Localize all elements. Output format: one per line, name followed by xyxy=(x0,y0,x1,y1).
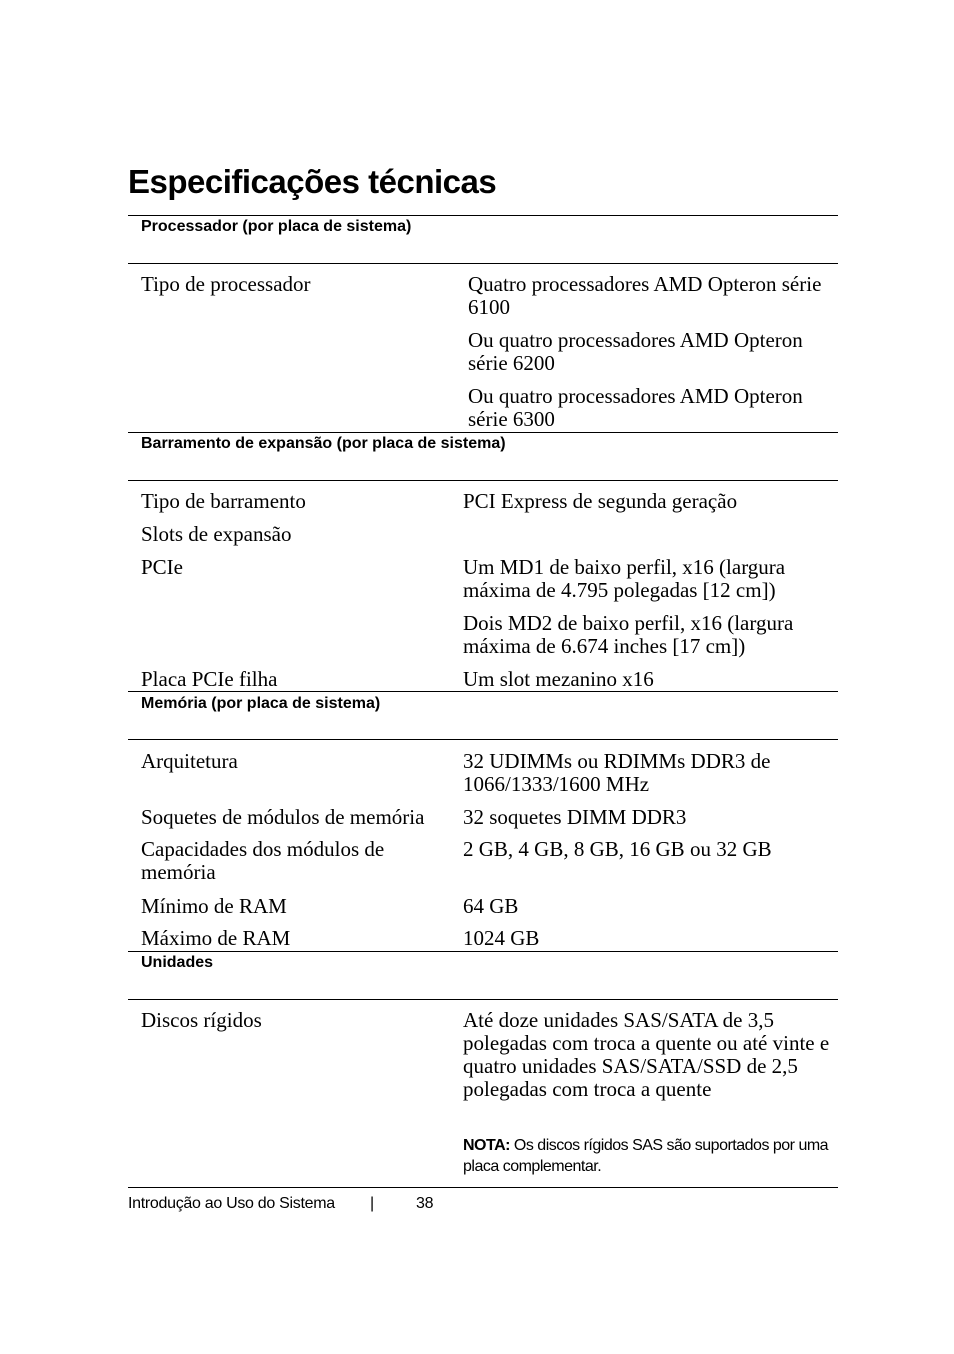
spec-label: Arquitetura xyxy=(141,749,238,773)
spec-value: Dois MD2 de baixo perfil, x16 (largura máxima de 6.674 inches [17 cm]) xyxy=(463,611,794,658)
spec-value: 1024 GB xyxy=(463,926,540,950)
spec-value: 64 GB xyxy=(463,894,519,918)
section-heading-memory: Memória (por placa de sistema) xyxy=(141,695,381,712)
spec-label: Soquetes de módulos de memória xyxy=(141,805,425,829)
spec-value: Quatro processadores AMD Opteron série 6100 xyxy=(468,272,822,319)
spec-label: Slots de expansão xyxy=(141,522,292,546)
section-top-rule xyxy=(128,215,838,216)
spec-value: 32 UDIMMs ou RDIMMs DDR3 de 1066/1333/1600 MHz xyxy=(463,749,771,796)
spec-label: Tipo de barramento xyxy=(141,489,306,513)
spec-value: Um slot mezanino x16 xyxy=(463,667,654,691)
section-header-rule xyxy=(128,739,838,740)
spec-label: Discos rígidos xyxy=(141,1008,262,1032)
page-title: Especificações técnicas xyxy=(128,163,497,200)
spec-label: Tipo de processador xyxy=(141,272,311,296)
spec-label: Placa PCIe filha xyxy=(141,667,278,691)
spec-value: 2 GB, 4 GB, 8 GB, 16 GB ou 32 GB xyxy=(463,837,772,861)
section-heading-processor: Processador (por placa de sistema) xyxy=(141,218,412,235)
spec-value: 32 soquetes DIMM DDR3 xyxy=(463,805,687,829)
section-header-rule xyxy=(128,480,838,481)
footer-separator: | xyxy=(370,1195,374,1212)
note-label: NOTA: xyxy=(463,1137,510,1154)
spec-label: PCIe xyxy=(141,555,183,579)
note-text xyxy=(463,1135,833,1177)
spec-label: Mínimo de RAM xyxy=(141,894,287,918)
spec-value: Ou quatro processadores AMD Opteron série 6300 xyxy=(468,384,803,431)
section-top-rule xyxy=(128,951,838,952)
spec-label: Máximo de RAM xyxy=(141,926,291,950)
section-heading-drives: Unidades xyxy=(141,954,214,971)
footer-rule xyxy=(128,1187,838,1188)
spec-value: Ou quatro processadores AMD Opteron série 6200 xyxy=(468,328,803,375)
footer-page-number: 38 xyxy=(416,1195,434,1212)
spec-value: Um MD1 de baixo perfil, x16 (largura máxima de 4.795 polegadas [12 cm]) xyxy=(463,555,786,602)
section-top-rule xyxy=(128,432,838,433)
section-header-rule xyxy=(128,999,838,1000)
spec-value: Até doze unidades SAS/SATA de 3,5 polegadas com troca a quente ou até vinte e quatro unidades SAS/SATA/SSD de 2,5 polegadas com troca a quente xyxy=(463,1008,830,1101)
section-header-rule xyxy=(128,263,838,264)
section-heading-expansion: Barramento de expansão (por placa de sistema) xyxy=(141,435,506,452)
note-body: Os discos rígidos SAS são suportados por uma placa complementar. xyxy=(463,1137,829,1175)
section-top-rule xyxy=(128,691,838,692)
spec-label: Capacidades dos módulos de memória xyxy=(141,837,385,884)
spec-value: PCI Express de segunda geração xyxy=(463,489,738,513)
footer-doc-title: Introdução ao Uso do Sistema xyxy=(128,1195,335,1212)
